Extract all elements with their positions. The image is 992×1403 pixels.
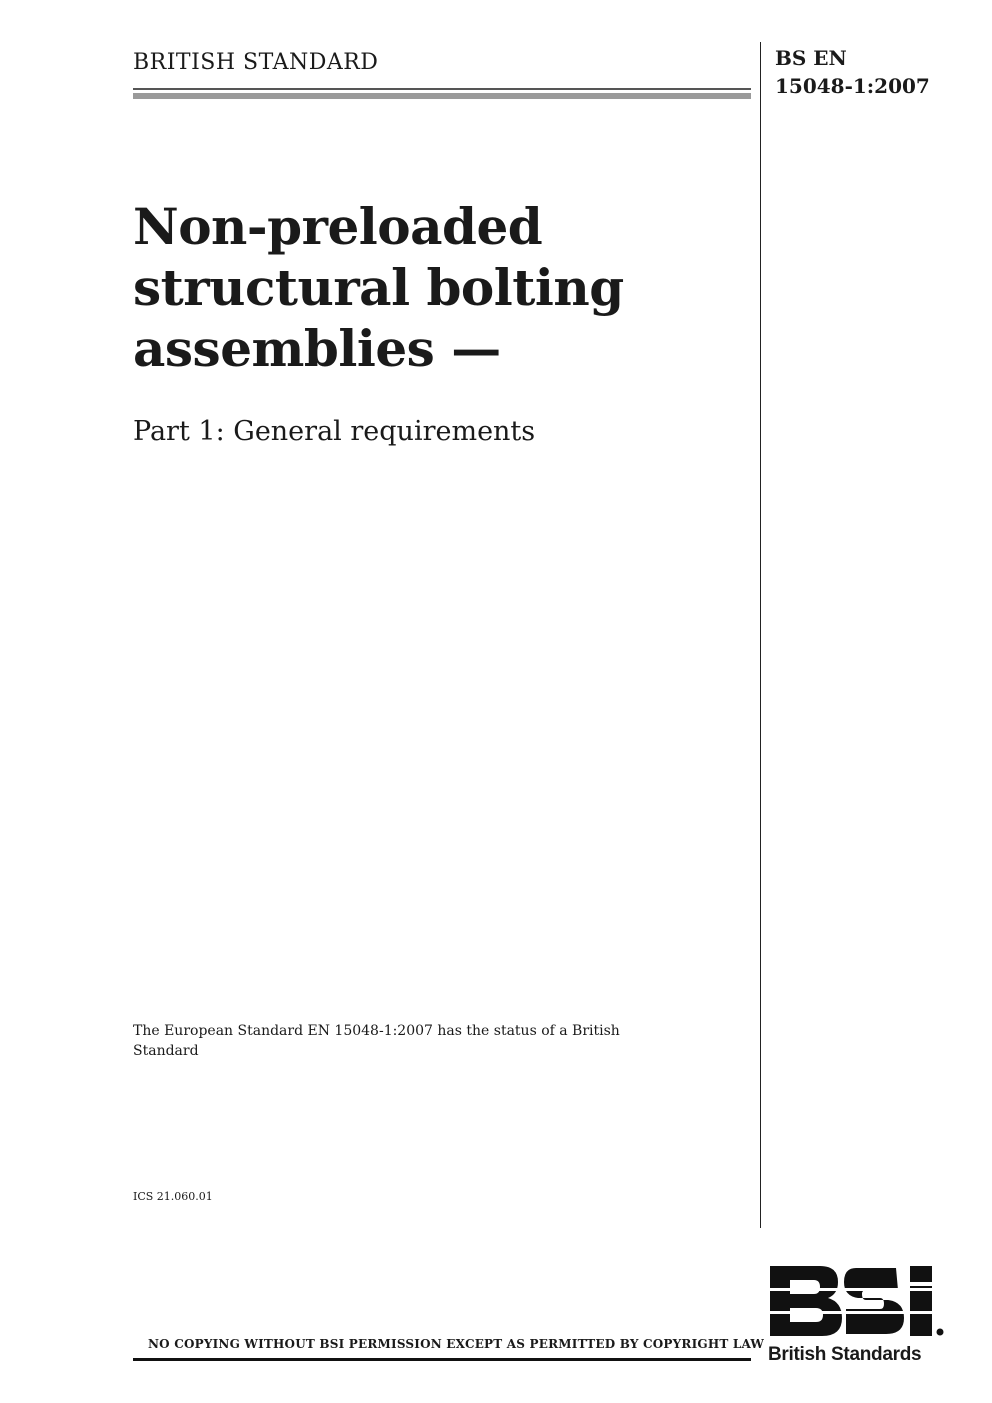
header-rule (133, 88, 751, 100)
title-line-1: Non-preloaded (133, 197, 543, 256)
bsi-tagline: British Standards (768, 1344, 922, 1365)
bsi-wordmark-icon (768, 1262, 948, 1342)
status-note: The European Standard EN 15048-1:2007 has the status of a British Standard (133, 1023, 620, 1059)
standard-number-line1: BS EN (775, 46, 847, 70)
copyright-notice: NO COPYING WITHOUT BSI PERMISSION EXCEPT AS PERMITTED BY COPYRIGHT LAW (148, 1337, 765, 1351)
footer-rule (133, 1358, 751, 1361)
header-rule-thin (133, 88, 751, 90)
document-title (133, 196, 743, 379)
vertical-divider (760, 42, 761, 1228)
title-line-3: assemblies — (133, 319, 501, 378)
document-category-label: BRITISH STANDARD (133, 50, 379, 75)
standard-number (775, 44, 930, 100)
document-subtitle: Part 1: General requirements (133, 416, 536, 447)
title-line-2: structural bolting (133, 258, 624, 317)
header-rule-thick (133, 93, 751, 99)
standard-number-line2: 15048-1:2007 (775, 74, 930, 98)
ics-code: ICS 21.060.01 (133, 1190, 213, 1203)
